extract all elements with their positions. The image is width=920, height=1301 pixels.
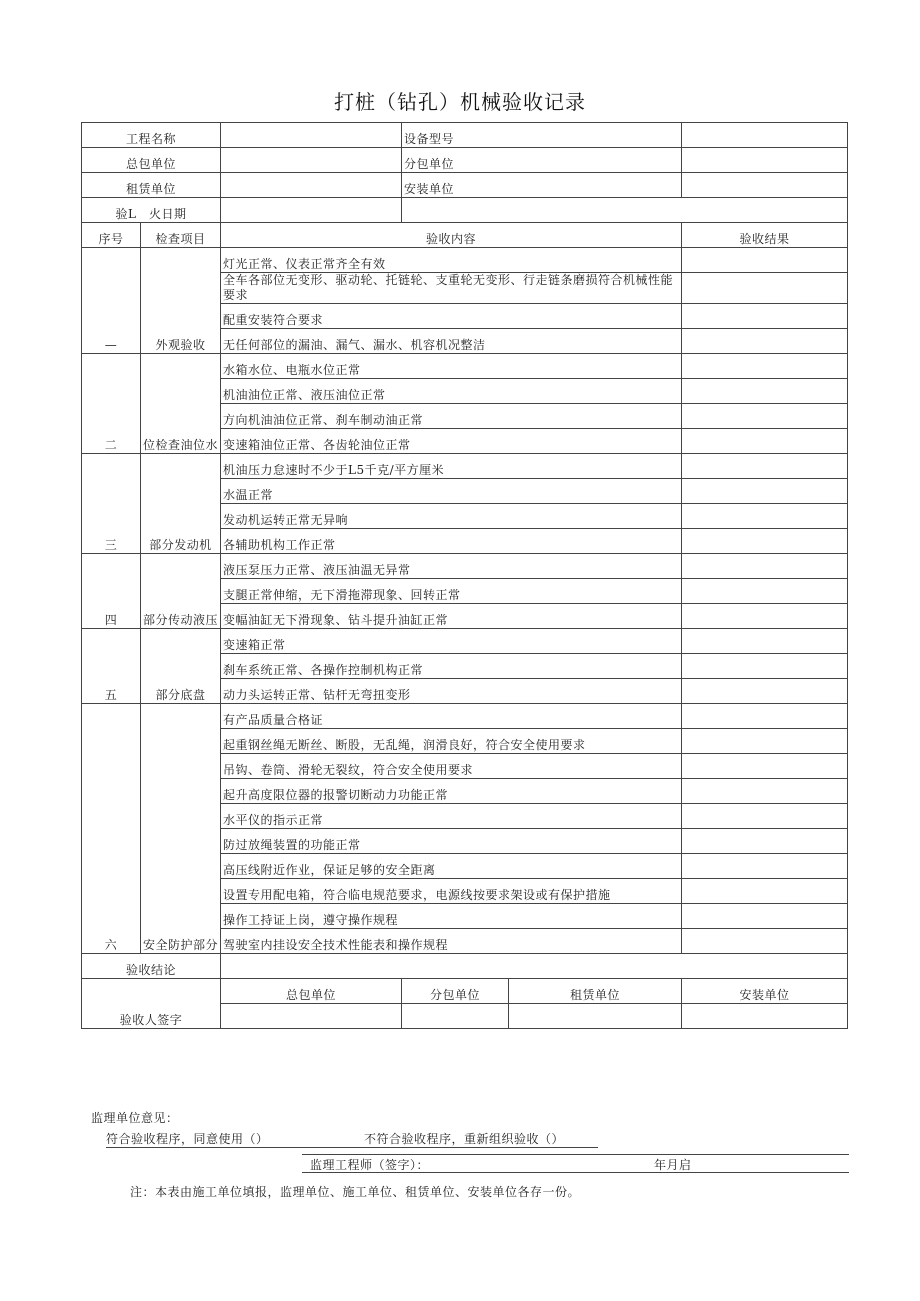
sign-subcontractor-label: 分包单位 bbox=[402, 979, 509, 1004]
section-category: 部分底盘 bbox=[141, 629, 221, 704]
result-cell[interactable] bbox=[682, 779, 848, 804]
subcontractor-label: 分包单位 bbox=[402, 148, 682, 173]
signature-label: 验收人签字 bbox=[82, 979, 221, 1029]
check-item: 全车各部位无变形、驱动轮、托链轮、支重轮无变形、行走链条磨损符合机械性能要求 bbox=[221, 273, 682, 304]
check-item: 驾驶室内挂设安全技术性能表和操作规程 bbox=[221, 929, 682, 954]
result-cell[interactable] bbox=[682, 529, 848, 554]
section-category: 位检查油位水 bbox=[141, 354, 221, 454]
check-item: 动力头运转正常、钻杆无弯扭变形 bbox=[221, 679, 682, 704]
result-cell[interactable] bbox=[682, 854, 848, 879]
section-category: 部分发动机 bbox=[141, 454, 221, 554]
section-seq: 二 bbox=[82, 354, 141, 454]
result-cell[interactable] bbox=[682, 754, 848, 779]
page-title: 打桩（钻孔）机械验收记录 bbox=[334, 90, 586, 114]
check-item: 各辅助机构工作正常 bbox=[221, 529, 682, 554]
sign-general-contractor-label: 总包单位 bbox=[221, 979, 402, 1004]
check-item: 液压泵压力正常、液压油温无异常 bbox=[221, 554, 682, 579]
supervision-disagree-option[interactable]: 不符合验收程序，重新组织验收（） bbox=[364, 1132, 565, 1146]
section-seq: 五 bbox=[82, 629, 141, 704]
header-content: 验收内容 bbox=[221, 223, 682, 248]
table-row bbox=[82, 454, 848, 479]
result-cell[interactable] bbox=[682, 604, 848, 629]
section-seq: 六 bbox=[82, 704, 141, 954]
acceptance-date-extra[interactable] bbox=[402, 198, 848, 223]
section-category: 安全防护部分 bbox=[141, 704, 221, 954]
result-cell[interactable] bbox=[682, 429, 848, 454]
check-item: 机油压力怠速时不少于L5千克/平方厘米 bbox=[221, 454, 682, 479]
check-item: 变速箱正常 bbox=[221, 629, 682, 654]
sign-subcontractor-field[interactable] bbox=[402, 1004, 509, 1029]
acceptance-date-label: 验L 火日期 bbox=[82, 198, 221, 223]
check-item: 高压线附近作业，保证足够的安全距离 bbox=[221, 854, 682, 879]
info-row-date bbox=[82, 198, 848, 223]
supervision-options bbox=[106, 1130, 598, 1148]
result-cell[interactable] bbox=[682, 554, 848, 579]
engineer-signature-label: 监理工程师（签字）： bbox=[310, 1158, 430, 1172]
table-row bbox=[82, 248, 848, 273]
result-cell[interactable] bbox=[682, 654, 848, 679]
supervision-agree-option[interactable]: 符合验收程序，同意使用（） bbox=[106, 1132, 269, 1146]
conclusion-row bbox=[82, 954, 848, 979]
engineer-date-label: 年月启 bbox=[654, 1158, 692, 1172]
check-item: 起升高度限位器的报警切断动力功能正常 bbox=[221, 779, 682, 804]
device-model-label: 设备型号 bbox=[402, 123, 682, 148]
check-item: 防过放绳装置的功能正常 bbox=[221, 829, 682, 854]
result-cell[interactable] bbox=[682, 904, 848, 929]
table-header-row bbox=[82, 223, 848, 248]
check-item: 机油油位正常、液压油位正常 bbox=[221, 379, 682, 404]
sign-lessor-field[interactable] bbox=[509, 1004, 682, 1029]
check-item: 方向机油油位正常、刹车制动油正常 bbox=[221, 404, 682, 429]
check-item: 操作工持证上岗，遵守操作规程 bbox=[221, 904, 682, 929]
installer-label: 安装单位 bbox=[402, 173, 682, 198]
table-row bbox=[82, 354, 848, 379]
supervision-title: 监理单位意见： bbox=[91, 1111, 179, 1125]
check-item: 支腿正常伸缩，无下滑拖滞现象、回转正常 bbox=[221, 579, 682, 604]
check-item: 灯光正常、仪表正常齐全有效 bbox=[221, 248, 682, 273]
check-item: 配重安装符合要求 bbox=[221, 304, 682, 329]
section-seq: — bbox=[82, 248, 141, 354]
result-cell[interactable] bbox=[682, 929, 848, 954]
result-cell[interactable] bbox=[682, 379, 848, 404]
sign-general-contractor-field[interactable] bbox=[221, 1004, 402, 1029]
result-cell[interactable] bbox=[682, 479, 848, 504]
acceptance-date-field[interactable] bbox=[221, 198, 402, 223]
check-item: 吊钩、卷筒、滑轮无裂纹，符合安全使用要求 bbox=[221, 754, 682, 779]
result-cell[interactable] bbox=[682, 354, 848, 379]
section-seq: 三 bbox=[82, 454, 141, 554]
check-item: 水温正常 bbox=[221, 479, 682, 504]
result-cell[interactable] bbox=[682, 704, 848, 729]
sign-installer-field[interactable] bbox=[682, 1004, 848, 1029]
result-cell[interactable] bbox=[682, 248, 848, 273]
header-seq: 序号 bbox=[82, 223, 141, 248]
check-item: 设置专用配电箱，符合临电规范要求，电源线按要求架设或有保护措施 bbox=[221, 879, 682, 904]
check-item: 起重钢丝绳无断丝、断股，无乱绳，润滑良好，符合安全使用要求 bbox=[221, 729, 682, 754]
table-row bbox=[82, 629, 848, 654]
table-row bbox=[82, 704, 848, 729]
result-cell[interactable] bbox=[682, 729, 848, 754]
general-contractor-field[interactable] bbox=[221, 148, 402, 173]
result-cell[interactable] bbox=[682, 304, 848, 329]
project-name-label: 工程名称 bbox=[82, 123, 221, 148]
check-item: 发动机运转正常无异响 bbox=[221, 504, 682, 529]
check-item: 水平仪的指示正常 bbox=[221, 804, 682, 829]
result-cell[interactable] bbox=[682, 829, 848, 854]
result-cell[interactable] bbox=[682, 804, 848, 829]
section-category: 外观验收 bbox=[141, 248, 221, 354]
result-cell[interactable] bbox=[682, 629, 848, 654]
lessor-label: 租赁单位 bbox=[82, 173, 221, 198]
project-name-field[interactable] bbox=[221, 123, 402, 148]
header-category: 检查项目 bbox=[141, 223, 221, 248]
info-row-lessor bbox=[82, 173, 848, 198]
header-result: 验收结果 bbox=[682, 223, 848, 248]
check-item: 刹车系统正常、各操作控制机构正常 bbox=[221, 654, 682, 679]
section-category: 部分传动液压 bbox=[141, 554, 221, 629]
conclusion-field[interactable] bbox=[221, 954, 848, 979]
info-row-project bbox=[82, 123, 848, 148]
signature-header-row bbox=[82, 979, 848, 1004]
lessor-field[interactable] bbox=[221, 173, 402, 198]
result-cell[interactable] bbox=[682, 879, 848, 904]
sign-installer-label: 安装单位 bbox=[682, 979, 848, 1004]
general-contractor-label: 总包单位 bbox=[82, 148, 221, 173]
supervision-engineer-line bbox=[302, 1154, 849, 1173]
installer-field[interactable] bbox=[682, 173, 848, 198]
check-item: 有产品质量合格证 bbox=[221, 704, 682, 729]
acceptance-form-table bbox=[81, 122, 848, 1029]
result-cell[interactable] bbox=[682, 329, 848, 354]
conclusion-label: 验收结论 bbox=[82, 954, 221, 979]
section-seq: 四 bbox=[82, 554, 141, 629]
check-item: 变速箱油位正常、各齿轮油位正常 bbox=[221, 429, 682, 454]
sign-lessor-label: 租赁单位 bbox=[509, 979, 682, 1004]
check-item: 无任何部位的漏油、漏气、漏水、机容机况整洁 bbox=[221, 329, 682, 354]
result-cell[interactable] bbox=[682, 679, 848, 704]
result-cell[interactable] bbox=[682, 273, 848, 304]
result-cell[interactable] bbox=[682, 454, 848, 479]
result-cell[interactable] bbox=[682, 404, 848, 429]
footnote: 注：本表由施工单位填报，监理单位、施工单位、租赁单位、安装单位各存一份。 bbox=[130, 1185, 581, 1199]
result-cell[interactable] bbox=[682, 579, 848, 604]
check-item: 水箱水位、电瓶水位正常 bbox=[221, 354, 682, 379]
table-row bbox=[82, 554, 848, 579]
subcontractor-field[interactable] bbox=[682, 148, 848, 173]
check-item: 变幅油缸无下滑现象、钻斗提升油缸正常 bbox=[221, 604, 682, 629]
device-model-field[interactable] bbox=[682, 123, 848, 148]
result-cell[interactable] bbox=[682, 504, 848, 529]
info-row-contractors bbox=[82, 148, 848, 173]
